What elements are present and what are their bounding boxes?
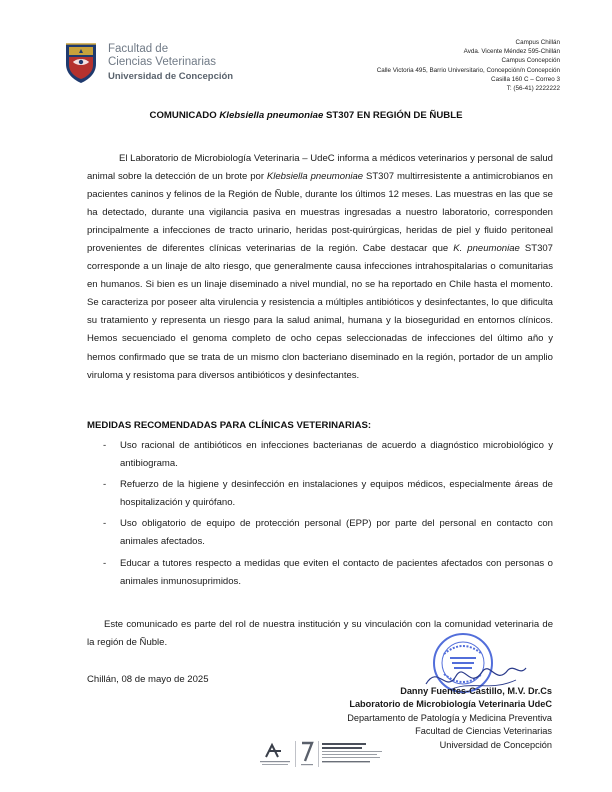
- measure-text: Educar a tutores respecto a medidas que eviten el contacto de pacientes afectados con personas o animales inmunosuprimidos.: [120, 557, 553, 587]
- address-line: Campus Chillán: [515, 39, 560, 46]
- bullet-dash: -: [103, 518, 107, 530]
- address-line: Calle Victoria 495, Barrio Universitario, Concepción/n Concepción: [376, 66, 560, 74]
- logo-line-1: Facultad de: [108, 43, 169, 55]
- bullet-dash: -: [103, 440, 107, 451]
- udec-crest-icon: [64, 40, 98, 84]
- measures-list: [87, 437, 553, 594]
- bullet-dash: -: [103, 479, 107, 491]
- logo-line-2: Ciencias Veterinarias: [108, 56, 217, 68]
- title-species: Klebsiella pneumoniae: [219, 110, 324, 121]
- document-title: [0, 110, 612, 121]
- title-pre: COMUNICADO: [149, 110, 220, 121]
- closing-text: Este comunicado es parte del rol de nuestra institución y su vinculación con la comunidad veterinaria de la región de Ñuble.: [87, 619, 553, 649]
- signer-name: Danny Fuentes-Castillo, M.V. Dr.Cs: [400, 686, 552, 696]
- measure-item: [87, 555, 553, 591]
- body-species-abbrev: K. pneumoniae: [453, 243, 520, 255]
- document-date: Chillán, 08 de mayo de 2025: [87, 674, 209, 685]
- address-line: Campus Concepción: [501, 57, 560, 65]
- body-text-segment: ST307 multirresistente a antimicrobianos en pacientes caninos y felinos de la Región de Ñuble, durante los últimos 12 meses. Las muestras en las que se ha detectado, durante una vigilancia pasiva en muestras ingresadas a nuestro laboratorio, corresponden principalmente a infecciones de tracto urinario, heridas post-quirúrgicas, heridas de piel y fluido peritoneal provenientes de diferentes clínicas veterinarias de la región. Cabe destacar que: [87, 171, 553, 255]
- address-line: Avda. Vicente Méndez 595-Chillán: [463, 48, 560, 56]
- measure-text: Uso obligatorio de equipo de protección personal (EPP) por parte del personal en contacto con animales afectados.: [120, 518, 553, 548]
- title-post: ST307 EN REGIÓN DE ÑUBLE: [323, 110, 463, 121]
- address-line: Casilla 160 C – Correo 3: [491, 75, 560, 83]
- faculty-logo: [64, 40, 234, 86]
- body-species-name: Klebsiella pneumoniae: [266, 171, 364, 183]
- measure-item: [87, 476, 553, 512]
- body-text-segment: ST307 corresponde a un linaje de alto riesgo, que generalmente causa infecciones intrahospitalarias o comunitarias en humanos. Si bien es un linaje diseminado a nivel mundial, no se ha reportado en Chile hasta el momento. Se caracteriza por poseer alta virulencia y resistencia a múltiples antibióticos y desinfectantes, lo que dificulta su tratamiento y representa un riesgo para la salud animal, humana y la bioseguridad en entornos clínicos. Hemos secuenciado el genoma completo de ocho cepas seleccionadas de infecciones del último año y hemos confirmado que se trata de un mismo clon bacteriano diseminado en la región, portador de un amplio viruloma y resistoma para diversos antibióticos y desinfectantes.: [87, 243, 553, 381]
- measure-item: [87, 515, 553, 551]
- signer-faculty: Facultad de Ciencias Veterinarias: [415, 726, 552, 737]
- body-text-segment: El Laboratorio de Microbiología Veterinaria – UdeC informa a médicos veterinarios y personal de salud animal sobre la detección de un brote por: [87, 153, 553, 183]
- signer-university: Universidad de Concepción: [439, 739, 552, 750]
- bullet-dash: -: [103, 557, 107, 569]
- measure-text: Uso racional de antibióticos en infecciones bacterianas de acuerdo a diagnóstico microbiológico y antibiograma.: [120, 440, 553, 470]
- logo-line-3: Universidad de Concepción: [108, 71, 234, 82]
- measure-text: Refuerzo de la higiene y desinfección en instalaciones y equipos médicos, especialmente áreas de hospitalización y quirófano.: [120, 479, 553, 509]
- measures-heading: MEDIDAS RECOMENDADAS PARA CLÍNICAS VETERINARIAS:: [87, 420, 372, 431]
- address-line: T: (56-41) 2222222: [506, 85, 560, 93]
- measure-item: [87, 437, 553, 473]
- address-block: [377, 38, 560, 93]
- main-paragraph: [87, 150, 553, 385]
- signer-lab: Laboratorio de Microbiología Veterinaria UdeC: [349, 699, 552, 710]
- accreditation-logos-icon: [258, 737, 408, 771]
- signer-department: Departamento de Patología y Medicina Preventiva: [347, 712, 552, 723]
